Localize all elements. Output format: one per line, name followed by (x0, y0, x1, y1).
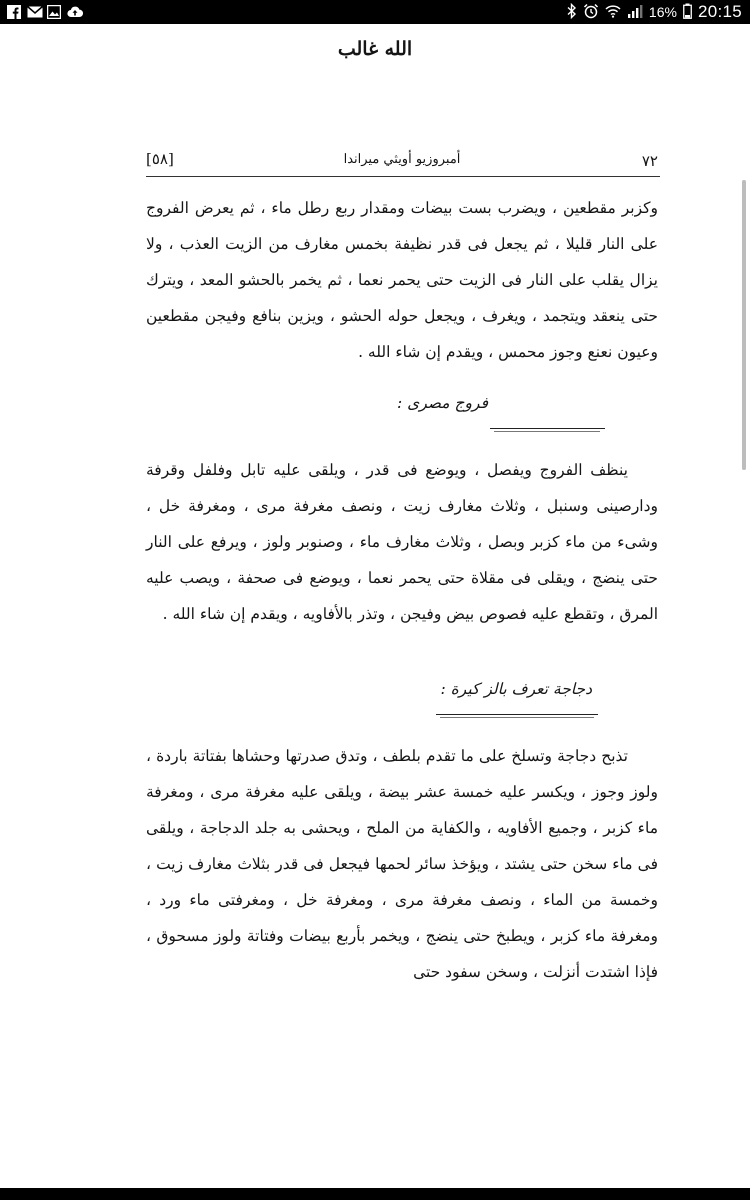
page-number: ٧٢ (641, 152, 658, 170)
heading-2-underline (436, 714, 598, 715)
scrollbar-thumb[interactable] (742, 180, 746, 470)
header-rule (146, 176, 660, 177)
wifi-icon (605, 4, 621, 21)
battery-percent: 16% (648, 4, 677, 20)
alarm-icon (583, 3, 599, 22)
paragraph-1: وكزبر مقطعين ، ويضرب بست بيضات ومقدار ربع رطل ماء ، ثم يعرض الفروج على النار قليلا ، ثم يجعل فى قدر نظيفة بخمس مغارف من الزيت العذب ، ولا يزال يقلب على النار فى الزيت حتى يحمر نعما ، ثم يخمر بالحشو المعد ، ويترك حتى ينعقد ويتجمد ، ويغرف ، ويجعل حوله الحشو ، ويزين بنافع وفيجن مقطعين وعيون نعنع وجوز محمس ، ويقدم إن شاء الله . (146, 199, 658, 361)
paragraph-2: ينظف الفروج ويفصل ، ويوضع فى قدر ، ويلقى عليه تابل وفلفل وقرفة ودارصينى وسنبل ، وثلاث مغارف زيت ، ونصف مغرفة مرى ، ومغرفة خل ، وشىء من ماء كزبر وبصل ، وثلاث مغارف ماء ، وصنوبر ولوز ، ويرفع على النار حتى ينضج ، ويقلى فى مقلاة حتى يحمر نعما ، ويوضع فى صحفة ، ويصب عليه المرق ، وتقطع عليه فصوص بيض وفيجن ، وتذر بالأفاويه ، ويقدم إن شاء الله . (146, 461, 658, 623)
page-header (146, 148, 658, 174)
recipe-heading-1: فروج مصرى : (397, 394, 488, 412)
original-page-number: [٥٨] (146, 150, 174, 168)
navigation-bar (0, 1188, 750, 1200)
running-title: أمبروزيو أويثي ميراندا (343, 152, 461, 167)
heading-2-underline-secondary (440, 717, 594, 718)
notification-icons (7, 4, 81, 20)
facebook-icon (7, 5, 21, 19)
heading-1-underline-secondary (494, 431, 600, 432)
scrollbar[interactable] (742, 180, 746, 470)
signal-icon (627, 4, 643, 21)
system-status (567, 0, 742, 24)
clock: 20:15 (697, 2, 742, 21)
mail-icon (27, 5, 41, 19)
app-title: الله غالب (337, 38, 413, 60)
paragraph-3: تذبح دجاجة وتسلخ على ما تقدم بلطف ، وتدق صدرتها وحشاها بفتاتة باردة ، ولوز وجوز ، ويكسر عليه خمسة عشر بيضة ، ويلقى عليه مغرفة مرى ، ومغرفة ماء كزبر ، وجميع الأفاويه ، والكفاية من الملح ، ويحشى به جلد الدجاجة ، ويلقى فى ماء سخن حتى يشتد ، ويؤخذ سائر لحمها فيجعل فى قدر بثلاث مغارف زيت ، وخمسة من الماء ، ونصف مغرفة مرى ، ومغرفة خل ، ومغرفتى ماء ورد ، ومغرفة ماء كزبر ، ويطبخ حتى ينضج ، ويخمر بأربع بيضات وفتاتة ولوز مسحوق ، فإذا اشتدت أنزلت ، وسخن سفود حتى (146, 747, 658, 981)
bluetooth-icon (567, 3, 577, 22)
recipe-heading-2: دجاجة تعرف بالز كيرة : (440, 680, 592, 698)
battery-icon (683, 3, 692, 22)
cloud-upload-icon (67, 5, 81, 19)
heading-1-underline (490, 428, 605, 429)
gallery-icon (47, 5, 61, 19)
status-bar (0, 0, 750, 24)
